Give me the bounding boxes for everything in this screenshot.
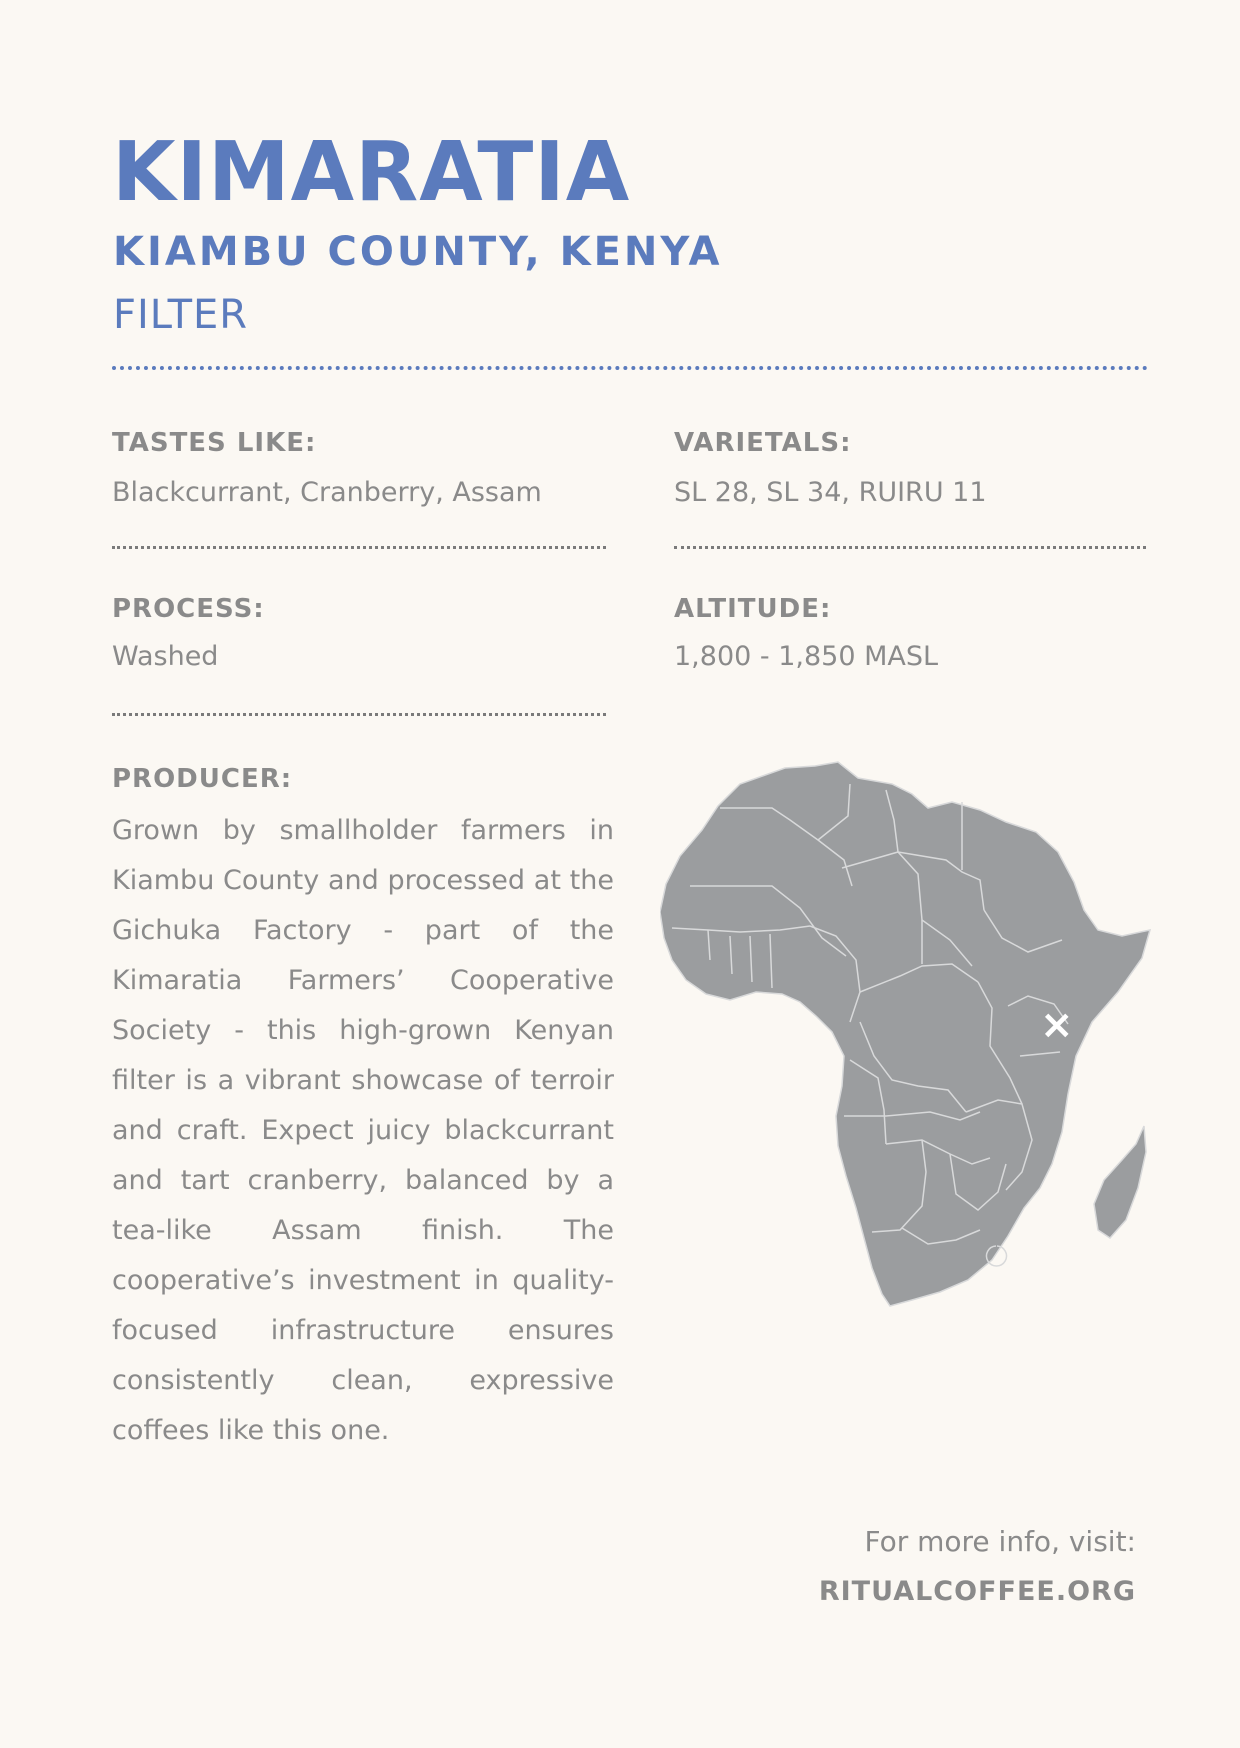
origin-subtitle: KIAMBU COUNTY, KENYA [113,229,723,275]
tastes-divider [112,546,606,549]
header-divider [112,366,1148,370]
varietals-value: SL 28, SL 34, RUIRU 11 [674,477,987,508]
tastes-like-label: TASTES LIKE: [112,428,317,458]
varietals-label: VARIETALS: [674,428,852,458]
process-divider [112,713,606,716]
location-marker-icon: × [1040,1002,1074,1048]
process-value: Washed [112,641,219,672]
altitude-value: 1,800 - 1,850 MASL [674,641,939,672]
coffee-name-title: KIMARATIA [112,125,631,220]
varietals-divider [674,546,1146,549]
website-link[interactable]: RITUALCOFFEE.ORG [818,1576,1136,1607]
producer-label: PRODUCER: [112,764,293,794]
process-label: PROCESS: [112,594,265,624]
producer-description: Grown by smallholder farmers in Kiambu County and processed at the Gichuka Factory - part of the Kimaratia Farmers’ Cooperative Society - this high-grown Kenyan filter is a vibrant showcase of terroir and craft. Expect juicy blackcurrant and tart cranberry, balanced by a tea-like Assam finish. The cooperative’s investment in quality-focused infrastructure ensures consistently clean, expressive coffees like this one. [112,815,614,1446]
altitude-label: ALTITUDE: [674,594,832,624]
footer-label: For more info, visit: [864,1525,1136,1558]
brew-method: FILTER [113,292,249,338]
africa-map [660,760,1160,1320]
tastes-like-value: Blackcurrant, Cranberry, Assam [112,477,542,508]
